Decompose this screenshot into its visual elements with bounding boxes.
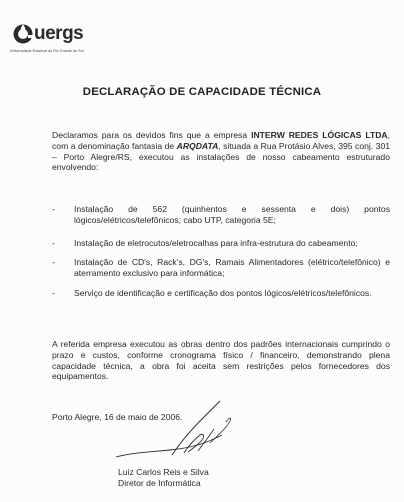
list-item-text: Instalação de eletrocutos/eletrocalhas para infra-estrutura do cabeamento; [74,238,358,248]
intro-part2: , com a denominação fantasia de [52,130,390,151]
conclusion-paragraph: A referida empresa executou as obras dentro dos padrões internacionais cumprindo o prazo e custos, conforme cronograma físico / financeiro, demonstrando plena capacidade técnica, a obra foi aceita sem restrições pelos fornecedores dos equipamentos. [52,339,390,382]
list-item [52,238,390,250]
list-item-text: Instalação de 562 (quinhentos e sessenta e dois) pontos lógicos/elétricos/telefônicos; cabo UTP, categoria 5E; [74,204,390,225]
company-name: INTERW REDES LÓGICAS LTDA [251,130,388,140]
intro-part3: , situada a Rua Protásio Alves, 395 conj. 301 – Porto Alegre/RS, executou as instalações de nosso cabeamento estruturado envolvendo: [52,140,390,173]
signatory-name: Luiz Carlos Reis e Silva [118,467,209,477]
handwritten-signature [110,395,260,465]
bullet-dash: - [52,238,55,248]
uergs-logo [10,20,140,60]
bullet-dash: - [52,204,55,214]
document-title: DECLARAÇÃO DE CAPACIDADE TÉCNICA [82,86,322,98]
list-item [52,257,390,279]
signatory-role: Diretor de Informática [118,478,201,488]
list-item-text: Serviço de identificação e certificação dos pontos lógicos/elétricos/telefônicos. [74,288,372,298]
logo-wordmark: uergs [34,23,84,44]
intro-part1: Declaramos para os devidos fins que a empresa [52,130,252,140]
place-date: Porto Alegre, 16 de maio de 2006. [52,412,183,422]
bullet-dash: - [52,257,55,267]
uergs-emblem-icon [12,22,34,46]
brand-name: ARQDATA [176,140,219,151]
logo-subtitle: Universidade Estadual do Rio Grande do Sul [10,49,84,53]
bullet-dash: - [52,288,55,298]
intro-paragraph [52,130,390,173]
list-item-text: Instalação de CD's, Rack's, DG's, Ramais Alimentadores (elétrico/telefônico) e aterramento exclusivo para informática; [74,257,390,278]
list-item [52,288,390,310]
list-item [52,204,390,226]
